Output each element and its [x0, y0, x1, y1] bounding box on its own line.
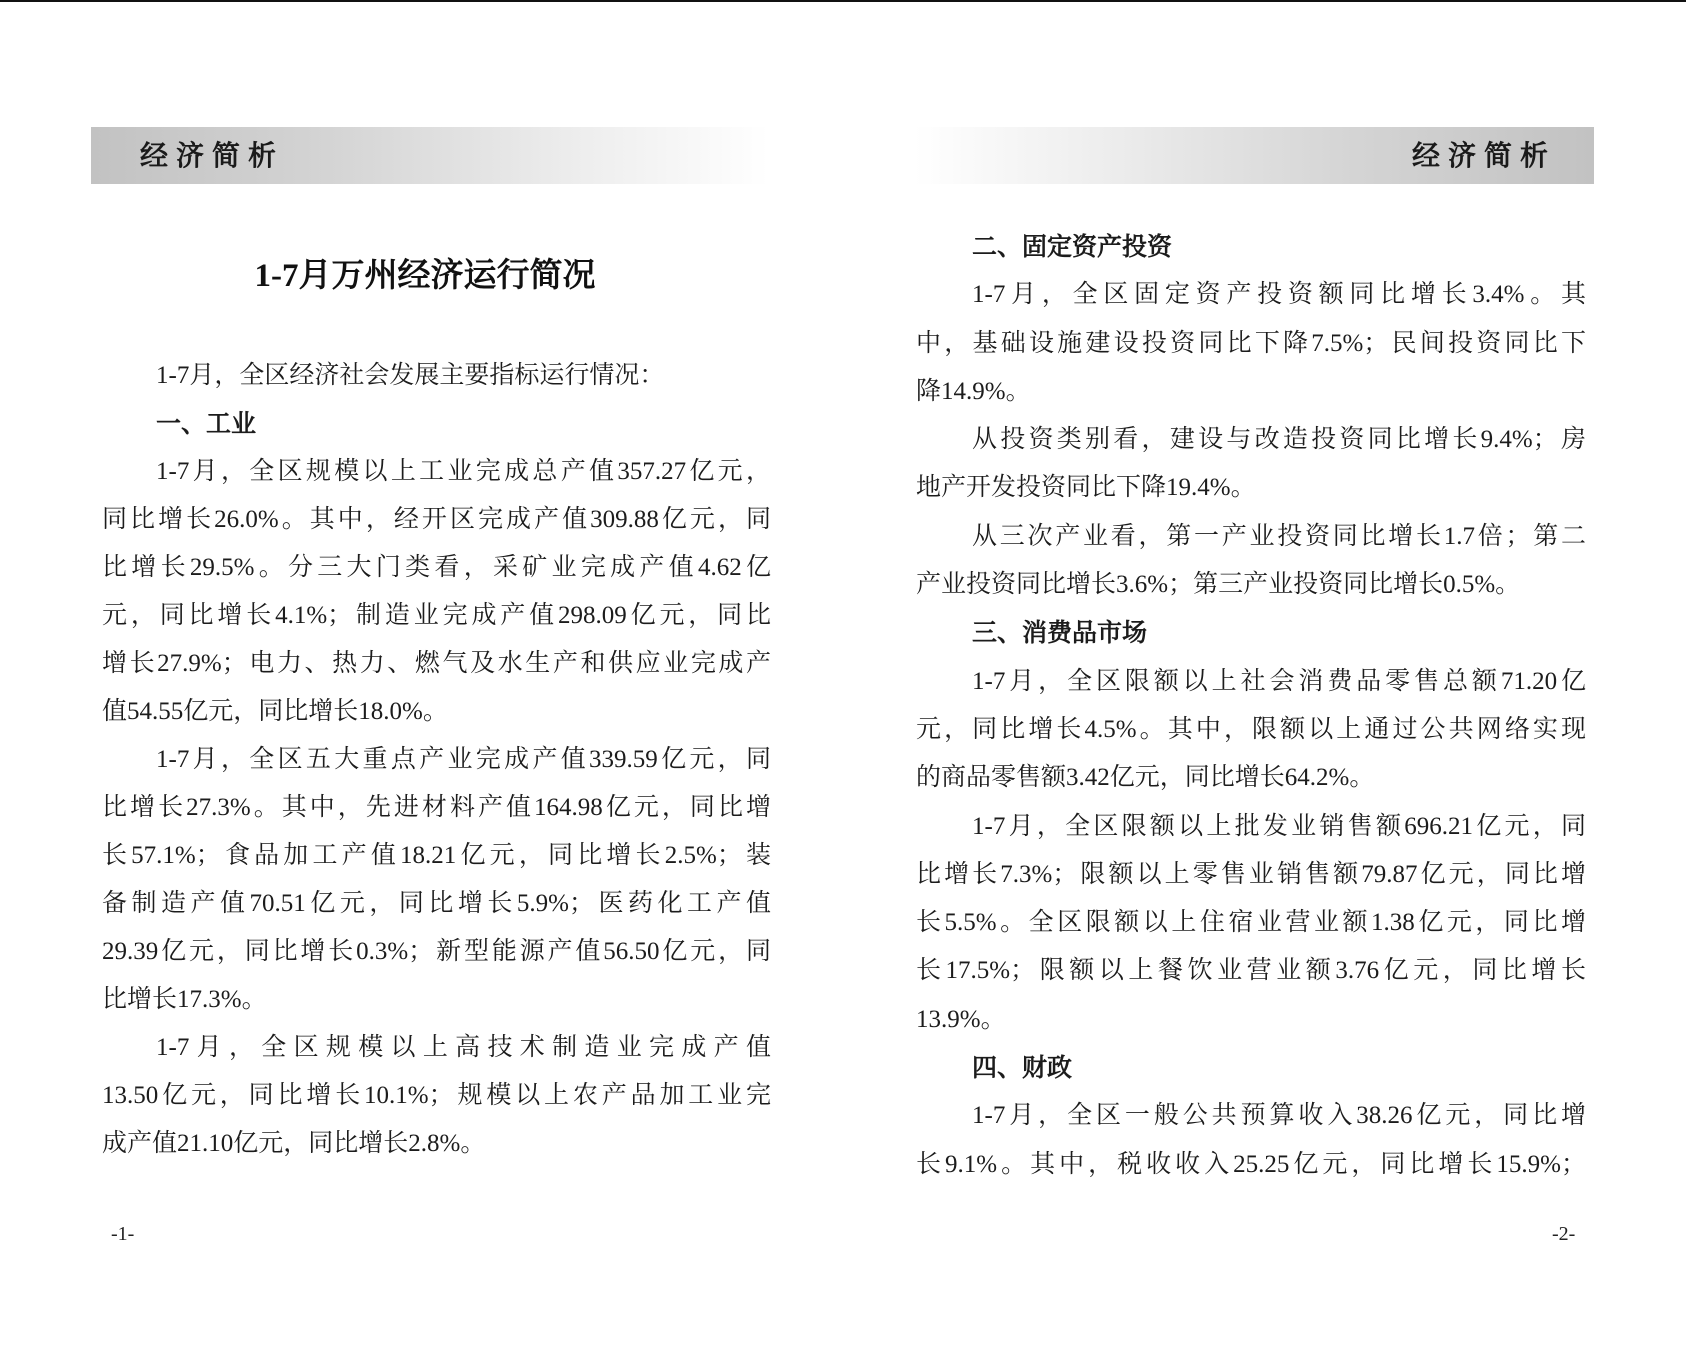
paragraph-line: 长17.5%；限额以上餐饮业营业额3.76亿元，同比增长 — [916, 957, 1586, 985]
paragraph — [916, 1092, 1586, 1189]
paragraph-line: 长5.5%。全区限额以上住宿业营业额1.38亿元，同比增 — [916, 909, 1586, 937]
paragraph-line: 降14.9%。 — [916, 377, 1031, 405]
section-heading-consumer-market: 三、消费品市场 — [972, 618, 1148, 648]
paragraph-line: 1-7月，全区固定资产投资额同比增长3.4%。其 — [972, 281, 1586, 309]
page-number-right: -2- — [1552, 1223, 1576, 1245]
paragraph — [102, 1024, 771, 1168]
paragraph-line: 比增长29.5%。分三大门类看，采矿业完成产值4.62亿 — [102, 554, 771, 581]
section-heading-industry: 一、工业 — [156, 409, 257, 438]
paragraph — [916, 803, 1586, 1044]
paragraph-line: 中，基础设施建设投资同比下降7.5%；民间投资同比下 — [916, 329, 1586, 357]
paragraph-line: 成产值21.10亿元，同比增长2.8%。 — [102, 1130, 486, 1157]
paragraph-line: 1-7月，全区限额以上批发业销售额696.21亿元，同 — [972, 812, 1586, 840]
page-number-left: -1- — [111, 1223, 135, 1245]
paragraph-line: 从三次产业看，第一产业投资同比增长1.7倍；第二 — [972, 522, 1586, 550]
header-title-right: 经济简析 — [1411, 139, 1556, 172]
header-bar-left — [91, 127, 769, 184]
paragraph-line: 增长27.9%；电力、热力、燃气及水生产和供应业完成产 — [102, 650, 771, 677]
paragraph-line: 值54.55亿元，同比增长18.0%。 — [102, 698, 448, 725]
document-title: 1-7月万州经济运行简况 — [254, 258, 596, 294]
paragraph-line: 比增长27.3%。其中，先进材料产值164.98亿元，同比增 — [102, 794, 771, 821]
paragraph-line: 同比增长26.0%。其中，经开区完成产值309.88亿元，同 — [102, 506, 771, 533]
paragraph-line: 13.50亿元，同比增长10.1%；规模以上农产品加工业完 — [102, 1082, 771, 1109]
paragraph — [916, 416, 1586, 513]
paragraph-line: 29.39亿元，同比增长0.3%；新型能源产值56.50亿元，同 — [102, 938, 771, 965]
right-page-body — [916, 223, 1586, 1189]
paragraph-line: 产业投资同比增长3.6%；第三产业投资同比增长0.5%。 — [916, 571, 1521, 599]
paragraph — [916, 513, 1586, 610]
top-border-line — [0, 0, 1686, 2]
paragraph-line: 1-7月，全区五大重点产业完成产值339.59亿元，同 — [156, 746, 771, 773]
paragraph — [916, 271, 1586, 416]
paragraph-line: 1-7月，全区一般公共预算收入38.26亿元，同比增 — [972, 1102, 1586, 1130]
section-heading-investment: 二、固定资产投资 — [972, 232, 1173, 261]
intro-line: 1-7月，全区经济社会发展主要指标运行情况： — [156, 362, 665, 389]
paragraph — [916, 658, 1586, 803]
paragraph-line: 1-7月，全区规模以上工业完成总产值357.27亿元， — [156, 458, 771, 485]
paragraph-line: 地产开发投资同比下降19.4%。 — [916, 474, 1256, 502]
paragraph — [102, 736, 771, 1024]
paragraph-line: 比增长7.3%；限额以上零售业销售额79.87亿元，同比增 — [916, 860, 1586, 888]
paragraph — [102, 448, 771, 736]
paragraph-line: 1-7月，全区限额以上社会消费品零售总额71.20亿 — [972, 667, 1586, 695]
paragraph-line: 从投资类别看，建设与改造投资同比增长9.4%；房 — [972, 426, 1586, 454]
paragraph-line: 比增长17.3%。 — [102, 986, 267, 1013]
left-page-body — [102, 352, 771, 1168]
section-heading-finance: 四、财政 — [972, 1053, 1073, 1083]
paragraph-line: 长9.1%。其中，税收收入25.25亿元，同比增长15.9%； — [916, 1150, 1586, 1178]
paragraph-line: 备制造产值70.51亿元，同比增长5.9%；医药化工产值 — [102, 890, 771, 917]
header-bar-right — [914, 127, 1594, 184]
paragraph-line: 13.9%。 — [916, 1005, 1006, 1033]
paragraph-line: 的商品零售额3.42亿元，同比增长64.2%。 — [916, 764, 1375, 792]
paragraph-line: 元，同比增长4.5%。其中，限额以上通过公共网络实现 — [916, 715, 1586, 743]
paragraph-line: 长57.1%；食品加工产值18.21亿元，同比增长2.5%；装 — [102, 842, 771, 869]
header-title-left: 经济简析 — [140, 139, 285, 172]
paragraph-line: 1-7月，全区规模以上高技术制造业完成产值 — [156, 1034, 771, 1061]
paragraph-line: 元，同比增长4.1%；制造业完成产值298.09亿元，同比 — [102, 602, 771, 629]
